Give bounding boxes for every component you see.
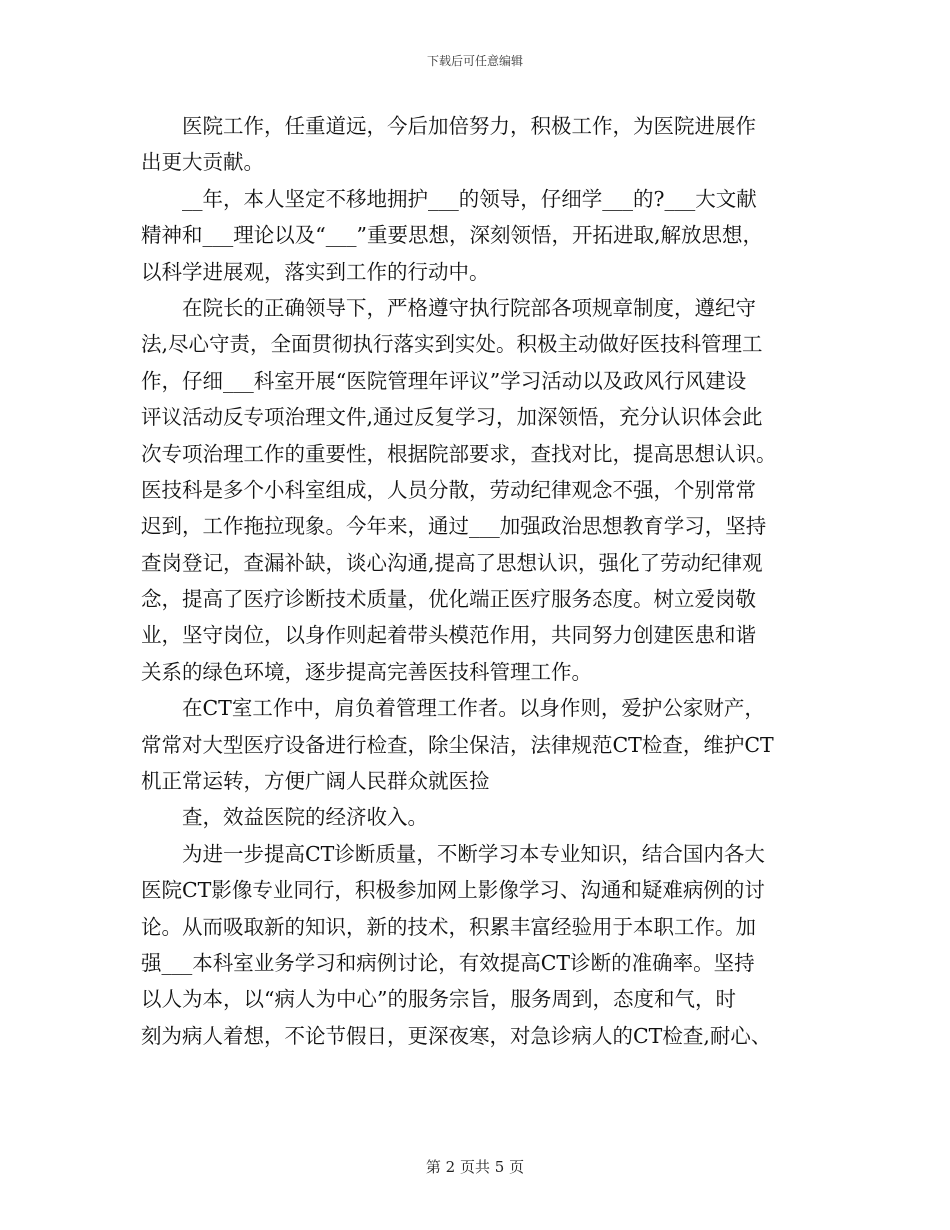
text-line: 以人为本，以“病人为中心”的服务宗旨，服务周到，态度和气，时 — [141, 987, 736, 1012]
text-line: 机正常运转，方便广阔人民群众就医捡 — [141, 769, 490, 794]
text-line: 查岗登记，查漏补缺，谈心沟通,提高了思想认识，强化了劳动纪律观 — [141, 550, 763, 575]
text-line: 在CT室工作中，肩负着管理工作者。以身作则，爱护公家财产， — [182, 696, 765, 721]
text-line: 在院长的正确领导下，严格遵守执行院部各项规章制度，遵纪守 — [182, 295, 756, 320]
text-line: 出更大贡献。 — [141, 150, 264, 175]
text-line: 查，效益医院的经济收入。 — [182, 805, 428, 830]
text-line: 以科学进展观，落实到工作的行动中。 — [141, 259, 490, 284]
text-line: 业，坚守岗位，以身作则起着带头模范作用，共同努力创建医患和谐 — [141, 623, 756, 648]
text-line: 关系的绿色环境，逐步提高完善医技科管理工作。 — [141, 659, 592, 684]
page-footer: 第 2 页共 5 页 — [425, 1158, 525, 1176]
text-line: 医院CT影像专业同行，积极参加网上影像学习、沟通和疑难病例的讨 — [141, 878, 765, 903]
text-line: 法,尽心守责，全面贯彻执行落实到实处。积极主动做好医技科管理工 — [141, 332, 763, 357]
text-line: 刻为病人着想，不论节假日，更深夜寒，对急诊病人的CT检查,耐心、 — [141, 1023, 772, 1048]
text-line: 医技科是多个小科室组成，人员分散，劳动纪律观念不强，个别常常 — [141, 477, 756, 502]
text-line: 强___本科室业务学习和病例讨论，有效提高CT诊断的准确率。坚持 — [141, 950, 755, 975]
text-line: 念，提高了医疗诊断技术质量，优化端正医疗服务态度。树立爱岗敬 — [141, 587, 756, 612]
text-line: 常常对大型医疗设备进行检查，除尘保洁，法律规范CT检查，维护CT — [141, 732, 774, 757]
text-line: 迟到，工作拖拉现象。今年来，通过___加强政治思想教育学习，坚持 — [141, 514, 767, 539]
text-line: 医院工作，任重道远，今后加倍努力，积极工作，为医院进展作 — [182, 114, 756, 138]
text-line: 作，仔细___科室开展“医院管理年评议”学习活动以及政风行风建设 — [141, 368, 747, 393]
text-line: 次专项治理工作的重要性，根据院部要求，查找对比，提高思想认识。 — [141, 441, 777, 466]
page-header: 下载后可任意编辑 — [426, 54, 523, 68]
text-line: __年，本人坚定不移地拥护___的领导，仔细学___的?___大文献 — [182, 186, 757, 211]
text-line: 评议活动反专项治理文件,通过反复学习，加深领悟，充分认识体会此 — [141, 405, 763, 430]
text-line: 论。从而吸取新的知识，新的技术，积累丰富经验用于本职工作。加 — [141, 914, 756, 939]
document-body — [141, 108, 813, 1054]
text-line: 为进一步提高CT诊断质量，不断学习本专业知识，结合国内各大 — [182, 841, 765, 866]
text-line: 精神和___理论以及“___”重要思想，深刻领悟，开拓进取,解放思想， — [141, 223, 763, 248]
